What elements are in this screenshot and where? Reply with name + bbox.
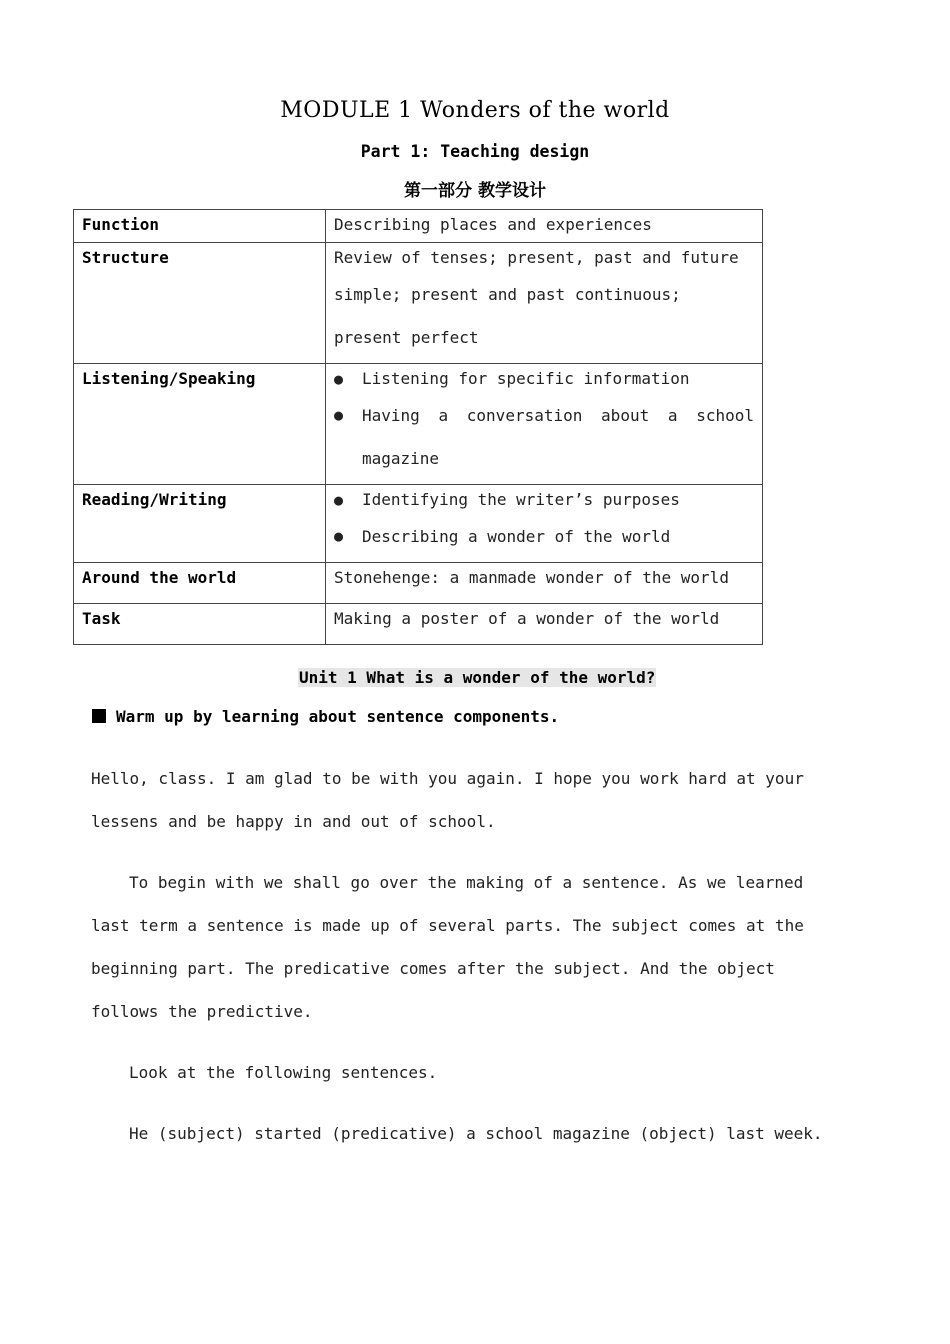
table-row xyxy=(74,485,763,563)
unit-heading: Unit 1 What is a wonder of the world? xyxy=(299,668,656,687)
bullet-item: ● Having a conversation about a school magazine xyxy=(334,394,754,480)
warmup-text: Warm up by learning about sentence components. xyxy=(116,707,560,726)
bullet-icon: ● xyxy=(334,406,344,424)
part-subtitle: Part 1: Teaching design xyxy=(360,142,590,161)
paragraph-example-sentence: He (subject) started (predicative) a school magazine (object) last week. xyxy=(129,1124,823,1143)
bullet-icon: ● xyxy=(334,370,344,388)
table-row xyxy=(74,364,763,485)
paragraph-sentence-parts: To begin with we shall go over the making of a sentence. As we learned last term a sentence is made up of several parts. The subject comes at the beginning part. The predicative comes after the subject. And the object follows the predictive. xyxy=(91,873,804,1021)
square-bullet-icon xyxy=(92,709,106,723)
bullet-item: ● Listening for specific information xyxy=(334,364,754,394)
part-subtitle-chinese: 第一部分 教学设计 xyxy=(404,181,546,201)
module-title: MODULE 1 Wonders of the world xyxy=(280,98,670,123)
row-label: Task xyxy=(74,604,326,645)
table-row xyxy=(74,563,763,604)
bullet-item: ● Describing a wonder of the world xyxy=(334,515,754,558)
bullet-icon: ● xyxy=(334,491,344,509)
paragraph-greeting: Hello, class. I am glad to be with you again. I hope you work hard at your lessens and be happy in and out of school. xyxy=(91,769,804,831)
warmup-line xyxy=(92,707,559,726)
row-value xyxy=(326,485,763,563)
teaching-design-table xyxy=(73,209,763,645)
row-label: Reading/Writing xyxy=(74,485,326,563)
row-value xyxy=(326,364,763,485)
row-label: Structure xyxy=(74,243,326,364)
row-value: Making a poster of a wonder of the world xyxy=(326,604,763,645)
bullet-item: ● Identifying the writer’s purposes xyxy=(334,485,754,515)
row-label: Function xyxy=(74,210,326,243)
bullet-icon: ● xyxy=(334,527,344,545)
paragraph-look: Look at the following sentences. xyxy=(129,1063,438,1082)
row-value: Stonehenge: a manmade wonder of the world xyxy=(326,563,763,604)
row-value: Describing places and experiences xyxy=(326,210,763,243)
row-value: Review of tenses; present, past and future simple; present and past continuous; present perfect xyxy=(326,243,763,364)
table-row xyxy=(74,243,763,364)
row-label: Listening/Speaking xyxy=(74,364,326,485)
table-row xyxy=(74,210,763,243)
table-row xyxy=(74,604,763,645)
row-label: Around the world xyxy=(74,563,326,604)
